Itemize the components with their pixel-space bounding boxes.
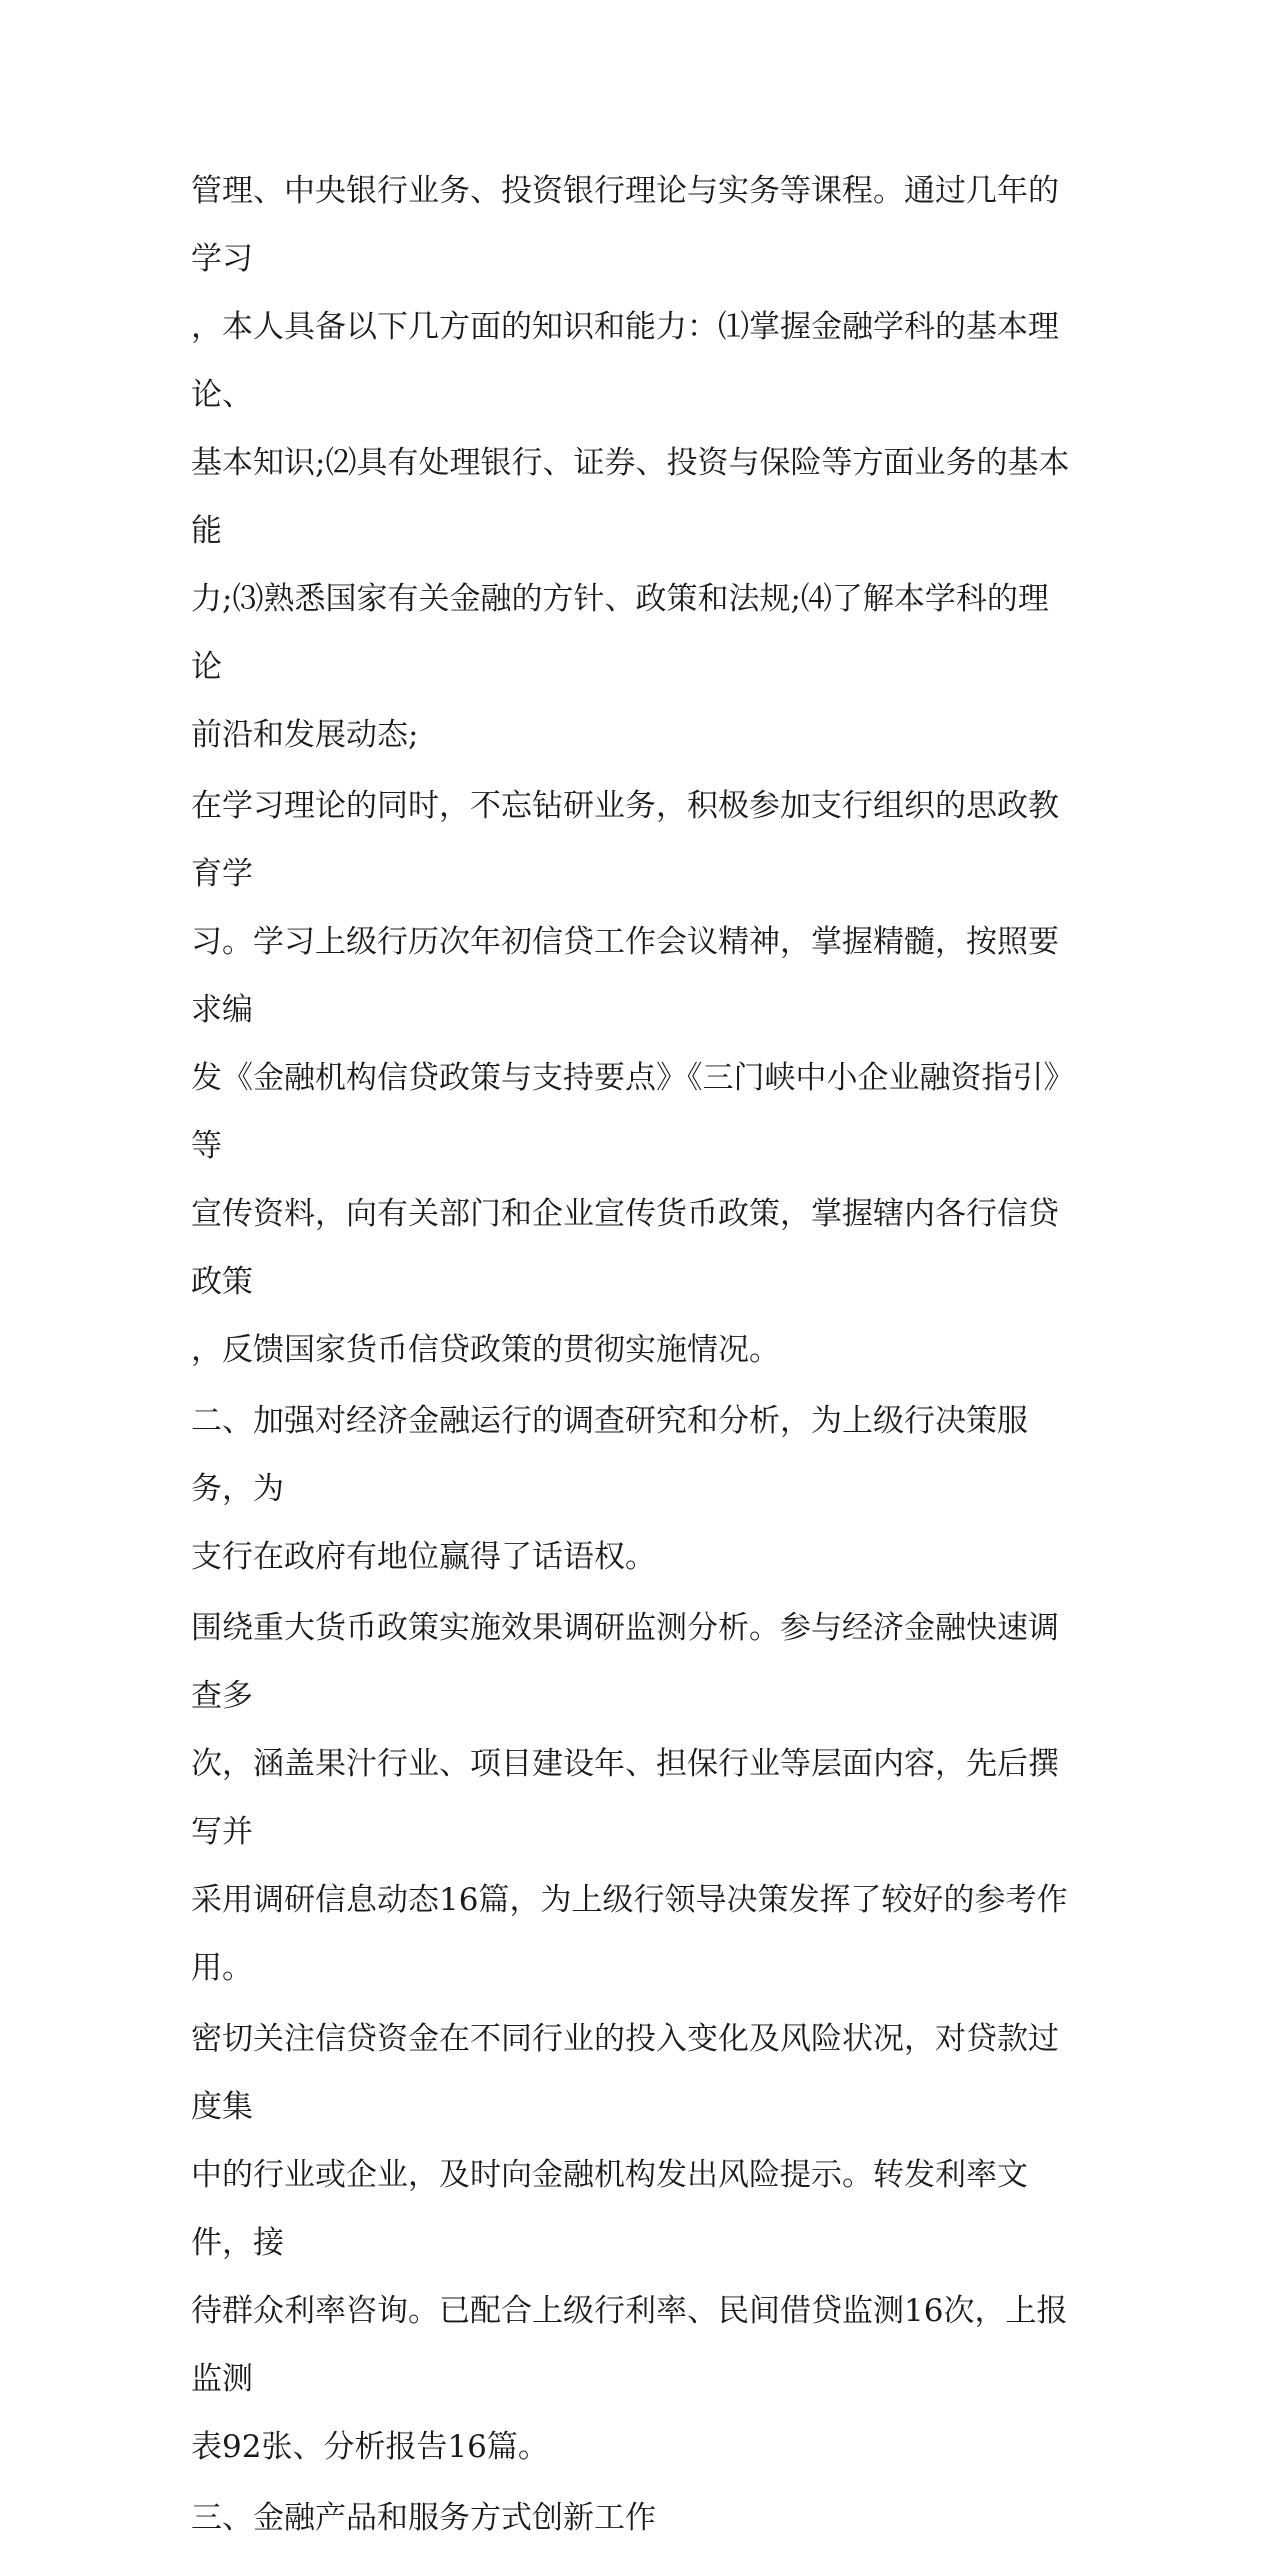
paragraph-research-analysis: 围绕重大货币政策实施效果调研监测分析。参与经济金融快速调查多 次，涵盖果汁行业、项目建设年、担保行业等层面内容，先后撰写并 采用调研信息动态16篇，为上级行领导决策发挥了较好的参考作用。 — [191, 1610, 1068, 1986]
section-heading-two: 二、加强对经济金融运行的调查研究和分析，为上级行决策服务，为 支行在政府有地位赢得了话语权。 — [191, 1403, 1028, 1575]
paragraph-study-policy: 在学习理论的同时，不忘钻研业务，积极参加支行组织的思政教育学 习。学习上级行历次年初信贷工作会议精神，掌握精髓，按照要求编 发《金融机构信贷政策与支持要点》《三门峡中小企业融资指引》等 宣传资料，向有关部门和企业宣传货币政策，掌握辖内各行信贷政策 ，反馈国家货币信贷政策的贯彻实施情况。 — [191, 788, 1059, 1368]
section-heading-three: 三、金融产品和服务方式创新工作 — [191, 2500, 656, 2536]
paragraph-knowledge-abilities: 管理、中央银行业务、投资银行理论与实务等课程。通过几年的学习 ，本人具备以下几方面的知识和能力：⑴掌握金融学科的基本理论、 基本知识;⑵具有处理银行、证券、投资与保险等方面业务的基本能 力;⑶熟悉国家有关金融的方针、政策和法规;⑷了解本学科的理论 前沿和发展动态; — [191, 173, 1070, 753]
document-body — [191, 157, 1071, 2552]
paragraph-credit-monitoring: 密切关注信贷资金在不同行业的投入变化及风险状况，对贷款过度集 中的行业或企业，及时向金融机构发出风险提示。转发利率文件，接 待群众利率咨询。已配合上级行利率、民间借贷监测16次，上报监测 表92张、分析报告16篇。 — [191, 2021, 1068, 2465]
